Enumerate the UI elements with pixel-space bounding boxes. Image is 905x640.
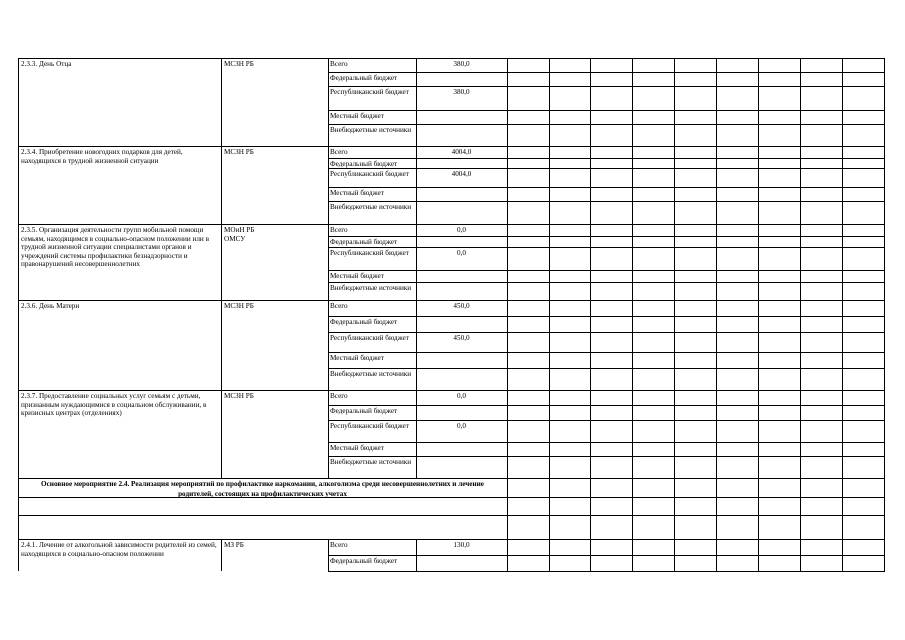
amount-cell	[416, 557, 507, 571]
table-gridline	[549, 58, 550, 571]
executor-cell: МСЗН РБ	[224, 60, 254, 68]
funding-source-label: Федеральный бюджет	[330, 74, 398, 82]
table-gridline	[328, 456, 885, 457]
executor-cell: МСЗН РБ	[224, 392, 254, 400]
table-gridline	[328, 270, 885, 271]
funding-source-label: Всего	[330, 392, 348, 400]
executor-cell: МСЗН РБ	[224, 302, 254, 310]
table-gridline	[328, 316, 885, 317]
amount-cell	[416, 318, 507, 332]
table-gridline	[18, 390, 885, 391]
table-gridline	[328, 72, 885, 73]
table-gridline	[328, 158, 885, 159]
amount-cell	[416, 407, 507, 420]
table-gridline	[507, 478, 508, 539]
amount-cell	[416, 238, 507, 247]
table-gridline	[328, 86, 885, 87]
amount-cell: 130,0	[453, 541, 470, 549]
amount-cell: 450,0	[453, 302, 470, 310]
table-gridline	[328, 539, 329, 571]
amount-cell: 4004,0	[451, 148, 472, 156]
funding-source-label: Внебюджетные источники	[330, 203, 412, 211]
amount-cell: 380,0	[453, 60, 470, 68]
table-gridline	[221, 539, 222, 571]
table-gridline	[507, 497, 885, 498]
table-gridline	[674, 58, 675, 571]
amount-cell	[416, 189, 507, 201]
amount-cell	[416, 112, 507, 124]
table-gridline	[328, 124, 885, 125]
amount-cell	[416, 284, 507, 300]
activity-name: 2.3.7. Предоставление социальных услуг семьям с детьми, признанным нуждающимися в социальном обслуживании, в кризисных центрах (отделениях)	[21, 392, 207, 418]
funding-source-label: Федеральный бюджет	[330, 407, 398, 415]
amount-cell: 0,0	[457, 422, 466, 430]
table-gridline	[716, 58, 717, 571]
table-gridline	[328, 201, 885, 202]
funding-source-label: Федеральный бюджет	[330, 318, 398, 326]
amount-cell: 0,0	[457, 249, 466, 257]
table-gridline	[18, 224, 885, 225]
table-gridline	[842, 58, 843, 571]
funding-source-label: Местный бюджет	[330, 354, 384, 362]
activity-name: 2.3.4. Приобретение новогодних подарков для детей, находящихся в трудной жизненной ситуации	[21, 148, 183, 165]
amount-cell: 0,0	[457, 226, 466, 234]
funding-source-label: Республиканский бюджет	[330, 334, 409, 342]
activity-name: 2.4.1. Лечение от алкогольной зависимости родителей из семей, находящихся в социально-опасном положении	[21, 541, 217, 558]
funding-source-label: Местный бюджет	[330, 112, 384, 120]
table-gridline	[18, 300, 885, 301]
table-gridline	[221, 58, 222, 478]
funding-source-label: Республиканский бюджет	[330, 88, 409, 96]
table-gridline	[18, 478, 885, 479]
table-gridline	[416, 58, 417, 478]
amount-cell	[416, 74, 507, 86]
amount-cell	[416, 354, 507, 368]
amount-cell	[416, 126, 507, 146]
executor-cell: МЗ РБ	[224, 541, 244, 549]
table-gridline	[800, 58, 801, 571]
amount-cell	[416, 203, 507, 224]
amount-cell: 4004,0	[451, 170, 472, 178]
amount-cell	[416, 272, 507, 282]
table-gridline	[884, 58, 885, 571]
table-gridline	[18, 539, 885, 540]
table-gridline	[328, 352, 885, 353]
funding-source-label: Внебюджетные источники	[330, 284, 412, 292]
funding-source-label: Внебюджетные источники	[330, 370, 412, 378]
table-gridline	[507, 515, 885, 516]
executor-cell: МСЗН РБ	[224, 148, 254, 156]
table-gridline	[18, 539, 19, 571]
table-gridline	[416, 539, 417, 571]
funding-source-label: Местный бюджет	[330, 189, 384, 197]
table-gridline	[328, 332, 885, 333]
table-gridline	[328, 282, 885, 283]
funding-source-label: Федеральный бюджет	[330, 557, 398, 565]
table-gridline	[632, 58, 633, 571]
funding-source-label: Местный бюджет	[330, 272, 384, 280]
table-gridline	[328, 58, 329, 478]
funding-source-label: Всего	[330, 541, 348, 549]
activity-name: 2.3.3. День Отца	[21, 60, 72, 68]
funding-source-label: Внебюджетные источники	[330, 126, 412, 134]
table-gridline	[328, 110, 885, 111]
table-gridline	[328, 420, 885, 421]
funding-source-label: Республиканский бюджет	[330, 422, 409, 430]
funding-source-label: Всего	[330, 148, 348, 156]
activity-name: 2.3.5. Организация деятельности групп мобильной помощи семьям, находящимся в социально-опасном положении или в трудной жизненной ситуации специалистами органов и учреждений системы профилактики безнадзорности и правонарушений несовершеннолетних	[21, 226, 209, 269]
funding-source-label: Всего	[330, 226, 348, 234]
funding-source-label: Федеральный бюджет	[330, 160, 398, 168]
table-gridline	[18, 58, 885, 59]
amount-cell	[416, 444, 507, 456]
table-gridline	[328, 405, 885, 406]
table-gridline	[328, 555, 885, 556]
table-gridline	[328, 247, 885, 248]
table-gridline	[328, 368, 885, 369]
funding-source-label: Всего	[330, 302, 348, 310]
funding-source-label: Внебюджетные источники	[330, 458, 412, 466]
table-gridline	[758, 58, 759, 571]
amount-cell: 0,0	[457, 392, 466, 400]
funding-source-label: Федеральный бюджет	[330, 238, 398, 246]
executor-cell: МОиН РБ ОМСУ	[224, 226, 255, 243]
table-gridline	[18, 146, 885, 147]
funding-source-label: Республиканский бюджет	[330, 249, 409, 257]
table-gridline	[590, 58, 591, 571]
funding-source-label: Местный бюджет	[330, 444, 384, 452]
table-gridline	[18, 478, 19, 539]
activity-name: 2.3.6. День Матери	[21, 302, 80, 310]
amount-cell: 450,0	[453, 334, 470, 342]
section-heading: Основное мероприятие 2.4. Реализация мероприятий по профилактике наркомании, алкоголизма среди несовершеннолетних и лечение родителей, состоящих на профилактических учетах	[41, 480, 484, 497]
funding-source-label: Всего	[330, 60, 348, 68]
amount-cell	[416, 458, 507, 478]
amount-cell	[416, 370, 507, 390]
table-gridline	[328, 187, 885, 188]
table-gridline	[18, 58, 19, 478]
table-gridline	[328, 442, 885, 443]
funding-source-label: Республиканский бюджет	[330, 170, 409, 178]
table-gridline	[328, 168, 885, 169]
table-gridline	[328, 571, 885, 572]
table-gridline	[328, 236, 885, 237]
amount-cell: 380,0	[453, 88, 470, 96]
amount-cell	[416, 160, 507, 168]
